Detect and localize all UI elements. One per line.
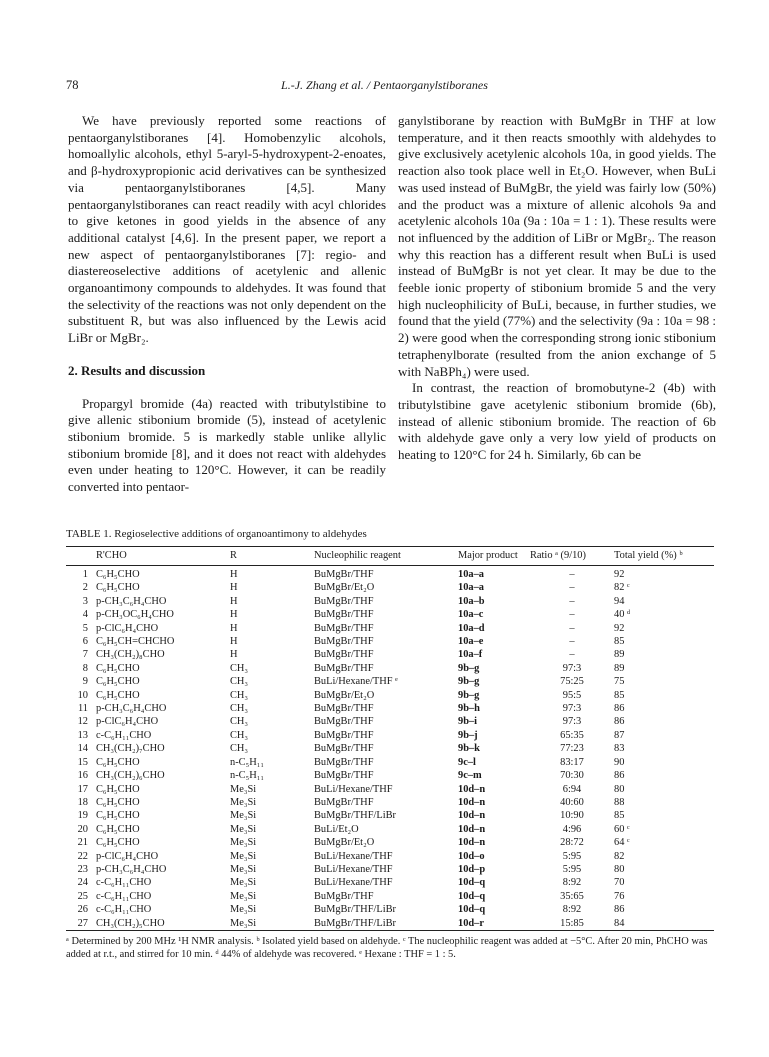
ratio-cell: 35:65 [560, 890, 584, 902]
substituent-cell: H [230, 622, 238, 634]
product-cell: 9b–k [458, 743, 480, 755]
entry-number: 5 [82, 622, 88, 634]
aldehyde-cell: C₆H₅CHO [96, 783, 140, 795]
reagent-cell: BuMgBr/THF [314, 649, 374, 661]
product-cell: 10a–b [458, 595, 485, 607]
entry-number: 10 [77, 689, 88, 701]
ratio-cell: 5:95 [562, 850, 582, 862]
entry-number: 8 [82, 662, 88, 674]
aldehyde-cell: C₆H₅CHO [96, 823, 140, 835]
substituent-cell: Me₃Si [230, 796, 257, 808]
table-row [66, 729, 714, 742]
table-row [66, 742, 714, 755]
entry-number: 13 [77, 729, 88, 741]
reagent-cell: BuMgBr/THF [314, 569, 374, 580]
aldehyde-cell: p-CH₃C₆H₄CHO [96, 703, 167, 715]
product-cell: 10d–q [458, 877, 486, 889]
table-row [66, 715, 714, 728]
entry-number: 11 [77, 703, 88, 715]
aldehyde-cell: CH₃(CH₂)₅CHO [96, 917, 165, 929]
table-row [66, 796, 714, 809]
product-cell: 10d–n [458, 823, 486, 835]
entry-number: 2 [82, 582, 88, 594]
aldehyde-cell: C₆H₅CHO [96, 810, 140, 822]
substituent-cell: Me₃Si [230, 863, 257, 875]
entry-number: 7 [82, 649, 88, 661]
substituent-cell: CH₃ [230, 743, 249, 755]
entry-number: 23 [77, 863, 88, 875]
table-row [66, 622, 714, 635]
substituent-cell: Me₃Si [230, 890, 257, 902]
entry-number: 26 [77, 904, 88, 916]
aldehyde-cell: p-CH₃OC₆H₄CHO [96, 609, 174, 621]
yield-cell: 85 [614, 636, 625, 648]
right-column [398, 113, 716, 464]
entry-number: 18 [77, 796, 88, 808]
ratio-cell: 97:3 [562, 662, 582, 674]
reagent-cell: BuMgBr/THF [314, 595, 374, 607]
aldehyde-cell: C₆H₅CHO [96, 569, 140, 580]
ratio-cell: – [569, 582, 575, 594]
entry-number: 14 [77, 743, 88, 755]
ratio-cell: – [569, 649, 575, 661]
entry-number: 22 [77, 850, 88, 862]
entry-number: 16 [77, 770, 88, 782]
yield-cell: 87 [614, 729, 625, 741]
section-heading: 2. Results and discussion [68, 362, 206, 378]
aldehyde-cell: c-C₆H₁₁CHO [96, 890, 152, 902]
product-cell: 10d–n [458, 837, 486, 849]
yield-cell: 84 [614, 917, 625, 929]
ratio-cell: – [569, 595, 575, 607]
table-row [66, 581, 714, 594]
ratio-cell: 4:96 [562, 823, 582, 835]
ratio-cell: 97:3 [562, 703, 582, 715]
ratio-cell: 97:3 [562, 716, 582, 728]
aldehyde-cell: p-CH₃C₆H₄CHO [96, 595, 167, 607]
aldehyde-cell: C₆H₅CHO [96, 837, 140, 849]
reagent-cell: BuMgBr/THF [314, 729, 374, 741]
aldehyde-cell: CH₃(CH₂)₈CHO [96, 649, 165, 661]
table-row [66, 809, 714, 822]
table-row [66, 635, 714, 648]
yield-cell: 80 [614, 863, 625, 875]
table-row [66, 917, 714, 931]
aldehyde-cell: p-ClC₆H₄CHO [96, 622, 159, 634]
reagent-cell: BuMgBr/Et₂O [314, 689, 375, 701]
reagent-cell: BuMgBr/THF [314, 890, 374, 902]
header-reagent: Nucleophilic reagent [314, 550, 401, 561]
product-cell: 10d–q [458, 890, 486, 902]
product-cell: 9b–h [458, 703, 480, 715]
substituent-cell: CH₃ [230, 716, 249, 728]
entry-number: 25 [77, 890, 88, 902]
table-body [66, 566, 714, 931]
ratio-cell: – [569, 569, 575, 580]
ratio-cell: – [569, 609, 575, 621]
yield-cell: 82 [614, 850, 625, 862]
aldehyde-cell: c-C₆H₁₁CHO [96, 904, 152, 916]
table-row [66, 608, 714, 621]
product-cell: 10d–n [458, 810, 486, 822]
right-paragraph-2: In contrast, the reaction of bromobutyne-2 (4b) with tributylstibine gave acetylenic stibonium bromide (6b), instead of allenic stibonium bromide. The reaction of 6b with aldehyde gave only a very low yield of products on heating to 120°C for 24 h. Similarly, 6b can be [398, 380, 716, 463]
entry-number: 1 [82, 569, 88, 580]
ratio-cell: 65:35 [560, 729, 584, 741]
product-cell: 10d–r [458, 917, 484, 929]
header-ratio: Ratio ᵃ (9/10) [530, 550, 586, 561]
entry-number: 19 [77, 810, 88, 822]
product-cell: 10a–c [458, 609, 484, 621]
aldehyde-cell: C₆H₅CH=CHCHO [96, 636, 175, 648]
substituent-cell: Me₃Si [230, 783, 257, 795]
header-r: R [230, 550, 237, 561]
table-row [66, 769, 714, 782]
yield-cell: 85 [614, 810, 625, 822]
header-yield: Total yield (%) ᵇ [614, 550, 683, 561]
product-cell: 9b–i [458, 716, 478, 728]
ratio-cell: 70:30 [560, 770, 584, 782]
table-1 [66, 528, 714, 961]
yield-cell: 86 [614, 703, 625, 715]
reagent-cell: BuMgBr/THF [314, 770, 374, 782]
yield-cell: 82 ᶜ [614, 582, 630, 594]
reagent-cell: BuMgBr/Et₂O [314, 582, 375, 594]
header-rcho: R'CHO [96, 550, 127, 561]
results-paragraph: Propargyl bromide (4a) reacted with tributylstibine to give allenic stibonium bromide (5), instead of acetylenic stibonium bromide. 5 is markedly stable unlike allylic stibonium bromide [8], and it does not react with aldehydes even under heating to 120°C. However, it can be readily converted into pentaor- [68, 395, 386, 495]
aldehyde-cell: CH₃(CH₂)₇CHO [96, 743, 165, 755]
table-row [66, 850, 714, 863]
intro-paragraph: We have previously reported some reactions of pentaorganylstiboranes [4]. Homobenzylic alcohols, homoallylic alcohols, ethyl 5-aryl-5-hydroxypent-2-enoates, and β-hydroxypropionic acid derivatives can be synthesized via pentaorganylstiboranes [4,5]. Many pentaorganylstiboranes can react readily with acyl chlorides to give ketones in good yields in the absence of any additional catalyst [4,6]. In the present paper, we report a new aspect of pentaorganylstiboranes [7]: regio- and diastereoselective additions of acetylenic and allenic organoantimony compounds to aldehydes. It was found that the selectivity of the reactions was not only dependent on the substituent R, but was also influenced by the Lewis acid LiBr or MgBr₂. [68, 113, 386, 346]
aldehyde-cell: p-ClC₆H₄CHO [96, 850, 159, 862]
product-cell: 10d–n [458, 796, 486, 808]
yield-cell: 92 [614, 569, 625, 580]
left-column [68, 113, 386, 496]
reagent-cell: BuLi/Hexane/THF [314, 877, 393, 889]
reagent-cell: BuMgBr/THF [314, 609, 374, 621]
yield-cell: 94 [614, 595, 625, 607]
reagent-cell: BuLi/Hexane/THF [314, 783, 393, 795]
yield-cell: 70 [614, 877, 625, 889]
right-paragraph-1: ganylstiborane by reaction with BuMgBr in THF at low temperature, and it then reacts smoothly with aldehydes to give exclusively acetylenic alcohols 10a, in good yields. The reaction also took place well in Et₂O. However, when BuLi was used instead of BuMgBr, the yield was fairly low (50%) and the product was a mixture of allenic alcohols 9a and acetylenic alcohols 10a (9a : 10a = 1 : 1). These results were not influenced by the addition of LiBr or MgBr₂. The reason why this reaction has a different result when BuLi is used instead of BuMgBr is not yet clear. It may be due to the feeble ionic property of stibonium bromide 5 and the very high nucleophilicity of BuLi, because, in further studies, we found that the yield (77%) and the selectivity (9a : 10a = 98 : 2) were good when the corresponding strong ionic stibonium tetraphenylborate (resulted from the anion exchange of 5 with NaBPh₄) were used. [398, 113, 716, 379]
product-cell: 10d–o [458, 850, 485, 862]
substituent-cell: H [230, 569, 238, 580]
table-row [66, 689, 714, 702]
aldehyde-cell: p-CH₃C₆H₄CHO [96, 863, 167, 875]
substituent-cell: Me₃Si [230, 837, 257, 849]
product-cell: 10d–p [458, 863, 486, 875]
substituent-cell: CH₃ [230, 676, 249, 688]
reagent-cell: BuMgBr/Et₂O [314, 837, 375, 849]
yield-cell: 60 ᶜ [614, 823, 630, 835]
substituent-cell: CH₃ [230, 689, 249, 701]
entry-number: 3 [82, 595, 88, 607]
substituent-cell: n-C₅H₁₁ [230, 756, 264, 768]
reagent-cell: BuMgBr/THF [314, 796, 374, 808]
yield-cell: 92 [614, 622, 625, 634]
page-header [0, 78, 769, 94]
results-table [66, 546, 714, 931]
entry-number: 17 [77, 783, 88, 795]
ratio-cell: 95:5 [562, 689, 582, 701]
product-cell: 9b–j [458, 729, 478, 741]
table-row [66, 702, 714, 715]
substituent-cell: H [230, 636, 238, 648]
aldehyde-cell: c-C₆H₁₁CHO [96, 729, 152, 741]
entry-number: 27 [77, 917, 88, 929]
product-cell: 9c–l [458, 756, 476, 768]
yield-cell: 89 [614, 662, 625, 674]
substituent-cell: Me₃Si [230, 904, 257, 916]
page-number: 78 [66, 78, 79, 92]
substituent-cell: Me₃Si [230, 877, 257, 889]
substituent-cell: CH₃ [230, 703, 249, 715]
ratio-cell: 8:92 [562, 877, 582, 889]
reagent-cell: BuMgBr/THF [314, 703, 374, 715]
aldehyde-cell: C₆H₅CHO [96, 756, 140, 768]
product-cell: 10d–n [458, 783, 486, 795]
entry-number: 6 [82, 636, 88, 648]
table-footnote: ᵃ Determined by 200 MHz ¹H NMR analysis. ᵇ Isolated yield based on aldehyde. ᶜ The nucleophilic reagent was added at −5°C. After 20 min, PhCHO was added at r.t., and stirred for 10 min. ᵈ 44% of aldehyde was recovered. ᵉ Hexane : THF = 1 : 5. [66, 935, 708, 960]
entry-number: 24 [77, 877, 88, 889]
reagent-cell: BuMgBr/THF [314, 716, 374, 728]
yield-cell: 85 [614, 689, 625, 701]
ratio-cell: 15:85 [560, 917, 584, 929]
entry-number: 12 [77, 716, 88, 728]
substituent-cell: CH₃ [230, 729, 249, 741]
substituent-cell: H [230, 649, 238, 661]
product-cell: 10a–d [458, 622, 485, 634]
ratio-cell: 40:60 [560, 796, 584, 808]
reagent-cell: BuLi/Et₂O [314, 823, 359, 835]
substituent-cell: Me₃Si [230, 810, 257, 822]
table-row [66, 903, 714, 916]
entry-number: 21 [77, 837, 88, 849]
product-cell: 10a–e [458, 636, 484, 648]
aldehyde-cell: C₆H₅CHO [96, 662, 140, 674]
substituent-cell: Me₃Si [230, 823, 257, 835]
product-cell: 9b–g [458, 662, 480, 674]
table-row [66, 836, 714, 849]
product-cell: 9b–g [458, 689, 480, 701]
ratio-cell: 8:92 [562, 904, 582, 916]
table-row [66, 876, 714, 889]
table-row [66, 783, 714, 796]
yield-cell: 86 [614, 904, 625, 916]
aldehyde-cell: c-C₆H₁₁CHO [96, 877, 152, 889]
table-row [66, 823, 714, 836]
yield-cell: 86 [614, 716, 625, 728]
product-cell: 10d–q [458, 904, 486, 916]
aldehyde-cell: p-ClC₆H₄CHO [96, 716, 159, 728]
ratio-cell: 6:94 [562, 783, 582, 795]
reagent-cell: BuMgBr/THF [314, 756, 374, 768]
table-row [66, 648, 714, 661]
ratio-cell: 28:72 [560, 837, 584, 849]
reagent-cell: BuLi/Hexane/THF [314, 863, 393, 875]
entry-number: 20 [77, 823, 88, 835]
yield-cell: 90 [614, 756, 625, 768]
ratio-cell: 10:90 [560, 810, 584, 822]
reagent-cell: BuMgBr/THF [314, 662, 374, 674]
substituent-cell: n-C₅H₁₁ [230, 770, 264, 782]
entry-number: 4 [82, 609, 88, 621]
entry-number: 9 [82, 676, 88, 688]
table-row [66, 756, 714, 769]
product-cell: 10a–a [458, 582, 484, 594]
ratio-cell: – [569, 622, 575, 634]
table-row [66, 675, 714, 688]
substituent-cell: CH₃ [230, 662, 249, 674]
ratio-cell: 5:95 [562, 863, 582, 875]
aldehyde-cell: C₆H₅CHO [96, 689, 140, 701]
running-head: L.-J. Zhang et al. / Pentaorganylstiboranes [281, 78, 488, 92]
substituent-cell: H [230, 609, 238, 621]
yield-cell: 40 ᵈ [614, 609, 631, 621]
reagent-cell: BuLi/Hexane/THF [314, 850, 393, 862]
aldehyde-cell: C₆H₅CHO [96, 676, 140, 688]
table-caption: TABLE 1. Regioselective additions of organoantimony to aldehydes [66, 528, 367, 540]
reagent-cell: BuMgBr/THF [314, 622, 374, 634]
table-row [66, 662, 714, 675]
ratio-cell: 83:17 [560, 756, 584, 768]
ratio-cell: 75:25 [560, 676, 584, 688]
table-row [66, 863, 714, 876]
table-row [66, 890, 714, 903]
reagent-cell: BuMgBr/THF/LiBr [314, 917, 396, 929]
yield-cell: 86 [614, 770, 625, 782]
ratio-cell: – [569, 636, 575, 648]
product-cell: 9b–g [458, 676, 480, 688]
table-row [66, 566, 714, 582]
reagent-cell: BuMgBr/THF/LiBr [314, 904, 396, 916]
aldehyde-cell: CH₃(CH₂)₆CHO [96, 770, 165, 782]
entry-number: 15 [77, 756, 88, 768]
substituent-cell: Me₃Si [230, 917, 257, 929]
product-cell: 9c–m [458, 770, 482, 782]
substituent-cell: H [230, 582, 238, 594]
table-row [66, 595, 714, 608]
reagent-cell: BuMgBr/THF [314, 743, 374, 755]
reagent-cell: BuLi/Hexane/THF ᵉ [314, 676, 398, 688]
product-cell: 10a–f [458, 649, 483, 661]
header-entry [66, 547, 96, 566]
yield-cell: 75 [614, 676, 625, 688]
ratio-cell: 77:23 [560, 743, 584, 755]
aldehyde-cell: C₆H₅CHO [96, 582, 140, 594]
yield-cell: 83 [614, 743, 625, 755]
reagent-cell: BuMgBr/THF [314, 636, 374, 648]
substituent-cell: H [230, 595, 238, 607]
reagent-cell: BuMgBr/THF/LiBr [314, 810, 396, 822]
yield-cell: 88 [614, 796, 625, 808]
header-product: Major product [458, 550, 518, 561]
yield-cell: 64 ᶜ [614, 837, 630, 849]
yield-cell: 80 [614, 783, 625, 795]
aldehyde-cell: C₆H₅CHO [96, 796, 140, 808]
yield-cell: 89 [614, 649, 625, 661]
product-cell: 10a–a [458, 569, 484, 580]
yield-cell: 76 [614, 890, 625, 902]
substituent-cell: Me₃Si [230, 850, 257, 862]
